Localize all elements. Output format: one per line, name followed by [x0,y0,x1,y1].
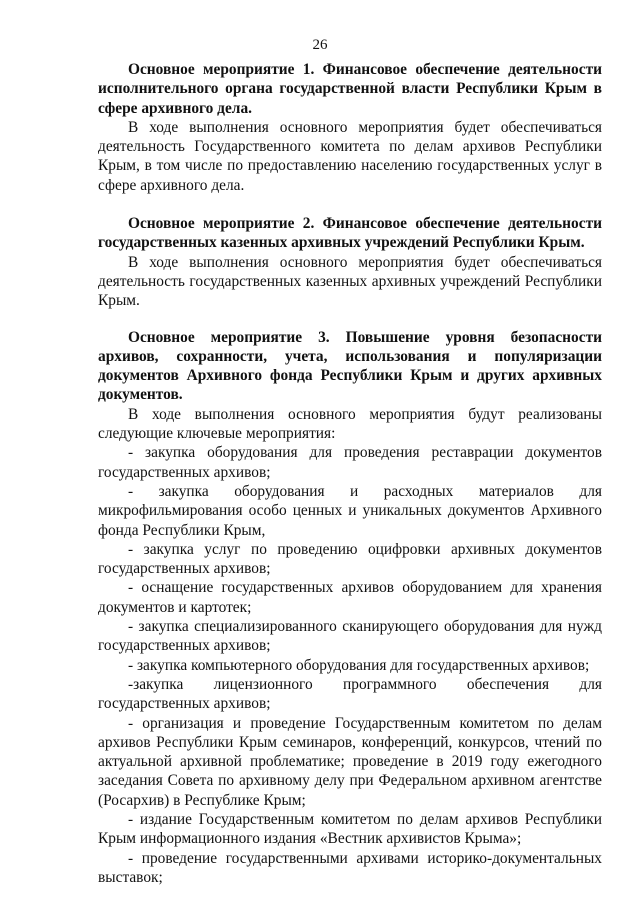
section-heading: Основное мероприятие 2. Финансовое обеспечение деятельности государственных казенных архивных учреждений Республики Крым. [98,215,602,252]
section-heading: Основное мероприятие 3. Повышение уровня безопасности архивов, сохранности, учета, использования и популяризации документов Архивного фонда Республики Крым и других архивных документов. [98,328,602,404]
list-item: - оснащение государственных архивов оборудованием для хранения документов и картотек; [98,579,602,616]
list-item: - закупка оборудования для проведения реставрации документов государственных архивов; [98,444,602,481]
document-body [98,60,602,887]
list-item: - закупка специализированного сканирующего оборудования для нужд государственных архивов; [98,618,602,655]
list-item: - закупка оборудования и расходных материалов для микрофильмирования особо ценных и уникальных документов Архивного фонда Республики Крым, [98,482,602,539]
list-item: - закупка услуг по проведению оцифровки архивных документов государственных архивов; [98,540,602,578]
section-1 [98,60,602,195]
page-number: 26 [312,37,328,53]
section-intro: В ходе выполнения основного мероприятия будут реализованы следующие ключевые мероприятия: [98,405,602,443]
section-heading: Основное мероприятие 1. Финансовое обеспечение деятельности исполнительного органа государственной власти Республики Крым в сфере архивного дела. [98,61,602,117]
list-item: -закупка лицензионного программного обеспечения для государственных архивов; [98,675,602,713]
list-item: - проведение государственными архивами историко-документальных выставок; [98,849,602,886]
list-item: - закупка компьютерного оборудования для государственных архивов; [128,656,590,674]
section-3 [98,328,602,888]
list-item: - издание Государственным комитетом по делам архивов Республики Крым информационного издания «Вестник архивистов Крыма»; [98,810,602,848]
section-body: В ходе выполнения основного мероприятия будет обеспечиваться деятельность государственных казенных архивных учреждений Республики Крым. [98,253,602,310]
section-2 [98,214,602,310]
section-body: В ходе выполнения основного мероприятия будет обеспечиваться деятельность Государственного комитета по делам архивов Республики Крым, в том числе по предоставлению населению государственных услуг в сфере архивного дела. [98,118,602,194]
list-item: - организация и проведение Государственным комитетом по делам архивов Республики Крым семинаров, конференций, конкурсов, чтений по актуальной архивной проблематике; проведение в 2019 году ежегодного заседания Совета по архивному делу при Федеральном архивном агентстве (Росархив) в Республике Крым; [98,714,602,809]
